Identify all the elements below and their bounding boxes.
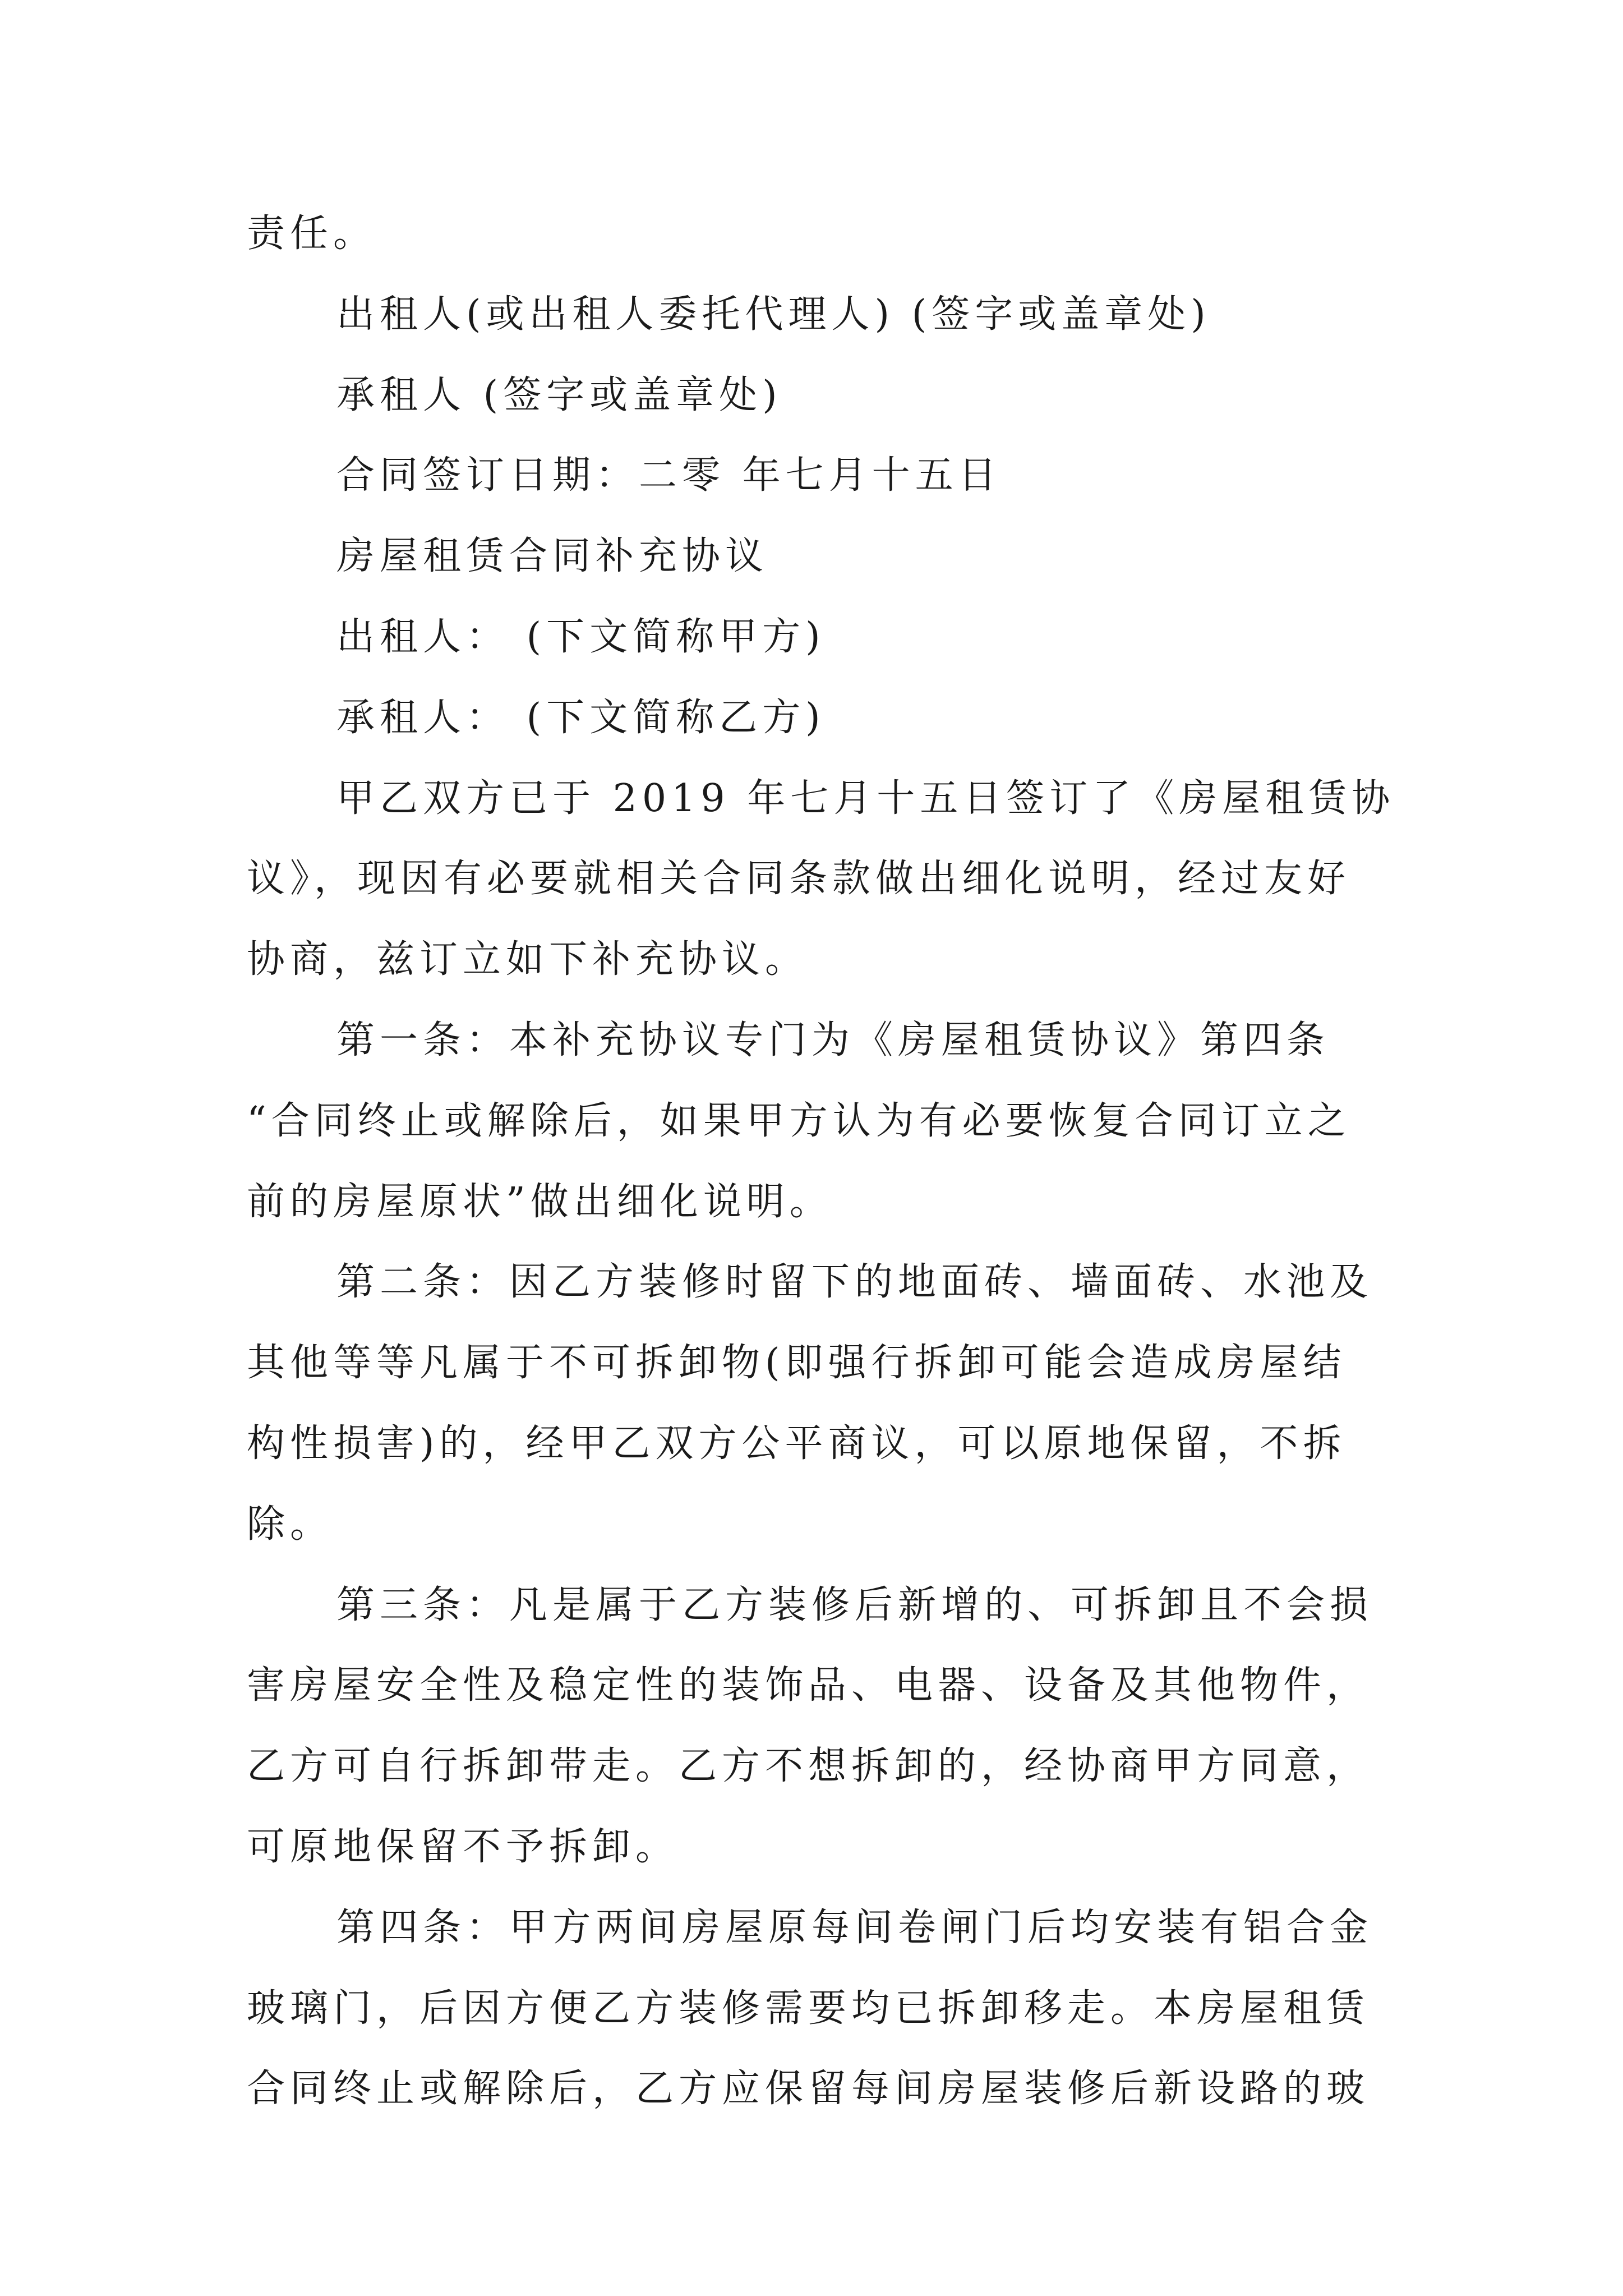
text-line: 可原地保留不予拆卸。: [247, 1824, 679, 1869]
text-line: 议》，现因有必要就相关合同条款做出细化说明，经过友好: [247, 857, 1351, 901]
text-line: 责任。: [247, 211, 377, 256]
text-line: 合同终止或解除后，乙方应保留每间房屋装修后新设路的玻: [247, 2067, 1370, 2111]
article-2: 第二条：因乙方装修时留下的地面砖、墙面砖、水池及: [336, 1260, 1373, 1305]
text-line: 除。: [247, 1502, 334, 1547]
article-3: 第三条：凡是属于乙方装修后新增的、可拆卸且不会损: [336, 1582, 1373, 1627]
text-line: “合同终止或解除后，如果甲方认为有必要恢复合同订立之: [247, 1098, 1351, 1143]
text-line: 甲乙双方已于 2019 年七月十五日签订了《房屋租赁协: [336, 776, 1395, 821]
text-line: 玻璃门，后因方便乙方装修需要均已拆卸移走。本房屋租赁: [247, 1986, 1370, 2031]
text-line: 出租人(或出租人委托代理人) (签字或盖章处): [336, 292, 1211, 337]
text-line: 前的房屋原状”做出细化说明。: [247, 1179, 833, 1224]
document-body: [247, 194, 1395, 2129]
text-line: 乙方可自行拆卸带走。乙方不想拆卸的，经协商甲方同意，: [247, 1744, 1370, 1789]
text-line: 承租人： (下文简称乙方): [336, 695, 826, 740]
text-line: 承租人 (签字或盖章处): [336, 372, 782, 417]
text-line: 其他等等凡属于不可拆卸物(即强行拆卸可能会造成房屋结: [247, 1341, 1347, 1386]
article-1: 第一条：本补充协议专门为《房屋租赁协议》第四条: [336, 1018, 1330, 1062]
text-line: 构性损害)的，经甲乙双方公平商议，可以原地保留，不拆: [247, 1421, 1347, 1466]
text-line: 出租人： (下文简称甲方): [336, 614, 826, 659]
text-line: 协商，兹订立如下补充协议。: [247, 937, 809, 982]
text-line: 合同签订日期：二零 年七月十五日: [336, 453, 1002, 498]
supplement-title: 房屋租赁合同补充协议: [336, 534, 769, 579]
article-4: 第四条：甲方两间房屋原每间卷闸门后均安装有铝合金: [336, 1905, 1373, 1950]
text-line: 害房屋安全性及稳定性的装饰品、电器、设备及其他物件，: [247, 1663, 1370, 1708]
